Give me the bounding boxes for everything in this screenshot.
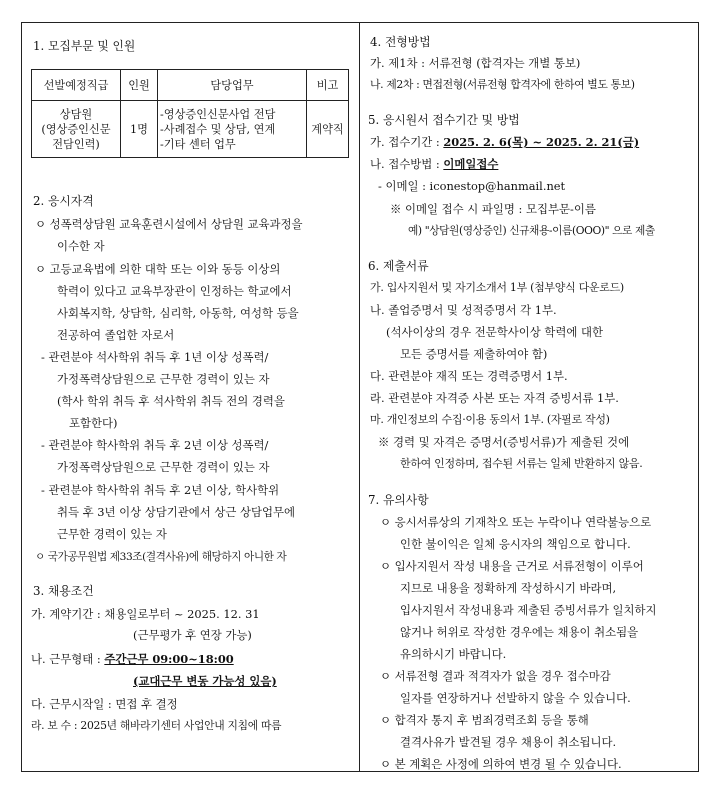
notice-line: ㅇ 서류전형 결과 적격자가 없을 경우 접수마감: [380, 669, 611, 683]
table-header-duty: 담당업무: [158, 70, 307, 101]
section-7-heading: 7. 유의사항: [368, 493, 429, 507]
table-header-note: 비고: [307, 70, 349, 101]
work-form-note: (교대근무 변동 가능성 있음): [133, 674, 277, 688]
work-form-value: 주간근무 09:00~18:00: [104, 652, 234, 666]
qualification-line: (학사 학위 취득 후 석사학위 취득 전의 경력을: [57, 394, 285, 408]
table-cell-note: 계약직: [307, 101, 349, 158]
document-line: 라. 관련분야 자격증 사본 또는 자격 증빙서류 1부.: [370, 391, 619, 405]
application-method-value: 이메일접수: [443, 157, 499, 171]
application-period: [370, 135, 639, 149]
contract-period: 가. 계약기간 : 채용일로부터 ~ 2025. 12. 31: [31, 607, 260, 621]
document-line: ※ 경력 및 자격은 증명서(증빙서류)가 제출된 것에: [378, 435, 630, 449]
qualification-line: - 관련분야 학사학위 취득 후 2년 이상, 학사학위: [41, 483, 280, 497]
notice-line: ㅇ 응시서류상의 기재착오 또는 누락이나 연락불능으로: [380, 515, 652, 529]
application-period-label: 가. 접수기간 :: [370, 135, 444, 149]
qualification-line: 학력이 있다고 교육부장관이 인정하는 학교에서: [57, 284, 292, 298]
table-cell-duty: [158, 101, 307, 158]
section-5-heading: 5. 응시원서 접수기간 및 방법: [368, 113, 520, 127]
work-form-label: 나. 근무형태 :: [31, 652, 105, 666]
document-line: 나. 졸업증명서 및 성적증명서 각 1부.: [370, 303, 557, 317]
notice-line: 않거나 허위로 작성한 경우에는 채용이 취소됨을: [400, 625, 639, 639]
file-name-example: 예) "상담원(영상증인) 신규채용-이름(OOO)" 으로 제출: [408, 224, 655, 237]
contact-email: - 이메일 : iconestop@hanmail.net: [378, 179, 566, 193]
table-header-count: 인원: [121, 70, 158, 101]
qualification-line: 사회복지학, 상담학, 심리학, 아동학, 여성학 등을: [57, 306, 299, 320]
document-line: 가. 입사지원서 및 자기소개서 1부 (첨부양식 다운로드): [370, 281, 624, 294]
contract-period-note: (근무평가 후 연장 가능): [133, 628, 252, 642]
notice-line: 지므로 내용을 정확하게 작성하시기 바라며,: [400, 581, 617, 595]
notice-line: 입사지원서 작성내용과 제출된 증빙서류가 일치하지: [400, 603, 657, 617]
document-line: 한하여 인정하며, 접수된 서류는 일체 반환하지 않음.: [400, 457, 643, 470]
qualification-line: - 관련분야 석사학위 취득 후 1년 이상 성폭력/: [41, 350, 269, 364]
grade-line: 상담원: [59, 107, 93, 121]
duty-line: -영상증인신문사업 전담: [160, 107, 276, 121]
notice-line: ㅇ 합격자 통지 후 범죄경력조회 등을 통해: [380, 713, 589, 727]
salary: 라. 보 수 : 2025년 해바라기센터 사업안내 지침에 따름: [31, 719, 282, 732]
qualification-line: 가정폭력상담원으로 근무한 경력이 있는 자: [57, 372, 270, 386]
document-line: 마. 개인정보의 수집·이용 동의서 1부. (자필로 작성): [370, 413, 610, 426]
section-2-heading: 2. 응시자격: [33, 194, 94, 208]
application-period-value: 2025. 2. 6(목) ~ 2025. 2. 21(금): [443, 135, 640, 149]
qualification-line: - 관련분야 학사학위 취득 후 2년 이상 성폭력/: [41, 438, 269, 452]
column-divider: [359, 22, 360, 772]
document-line: 다. 관련분야 재직 또는 경력증명서 1부.: [370, 369, 568, 383]
qualification-line: ㅇ 국가공무원법 제33조(결격사유)에 해당하지 아니한 자: [35, 551, 287, 563]
notice-line: 일자를 연장하거나 선발하지 않을 수 있습니다.: [400, 691, 631, 705]
duty-line: -기타 센터 업무: [160, 137, 236, 151]
duty-line: -사례접수 및 상담, 연계: [160, 122, 276, 136]
section-6-heading: 6. 제출서류: [368, 259, 429, 273]
table-row: [32, 101, 349, 158]
qualification-line: 가정폭력상담원으로 근무한 경력이 있는 자: [57, 460, 270, 474]
first-screening: 가. 제1차 : 서류전형 (합격자는 개별 통보): [370, 56, 581, 70]
section-4-heading: 4. 전형방법: [370, 35, 431, 49]
file-name-note: ※ 이메일 접수 시 파일명 : 모집부문-이름: [390, 202, 596, 216]
grade-line: 전담인력): [52, 137, 100, 151]
grade-line: (영상증인신문: [41, 122, 111, 136]
table-header-row: [32, 70, 349, 101]
notice-line: ㅇ 본 계획은 사정에 의하여 변경 될 수 있습니다.: [380, 757, 622, 771]
document-line: 모든 증명서를 제출하여야 함): [400, 347, 548, 361]
notice-line: 결격사유가 발견될 경우 채용이 취소됩니다.: [400, 735, 617, 749]
qualification-line: 이수한 자: [57, 239, 105, 253]
document-line: (석사이상의 경우 전문학사이상 학력에 대한: [386, 325, 603, 339]
section-1-heading: 1. 모집부문 및 인원: [33, 39, 136, 53]
qualification-line: 포함한다): [69, 416, 118, 430]
table-cell-count: 1명: [121, 101, 158, 158]
notice-line: 인한 불이익은 일체 응시자의 책임으로 합니다.: [400, 537, 631, 551]
qualification-line: 전공하여 졸업한 자로서: [57, 328, 175, 342]
qualification-line: ㅇ 고등교육법에 의한 대학 또는 이와 동등 이상의: [35, 262, 281, 276]
notice-line: ㅇ 입사지원서 작성 내용을 근거로 서류전형이 이루어: [380, 559, 644, 573]
second-screening: 나. 제2차 : 면접전형(서류전형 합격자에 한하여 별도 통보): [370, 78, 635, 91]
application-method: [370, 157, 498, 171]
table-cell-grade: [32, 101, 121, 158]
qualification-line: ㅇ 성폭력상담원 교육훈련시설에서 상담원 교육과정을: [35, 217, 303, 231]
application-method-label: 나. 접수방법 :: [370, 157, 444, 171]
start-date: 다. 근무시작일 : 면접 후 결정: [31, 697, 178, 711]
qualification-line: 근무한 경력이 있는 자: [57, 527, 167, 541]
qualification-line: 취득 후 3년 이상 상담기관에서 상근 상담업무에: [57, 505, 296, 519]
notice-line: 유의하시기 바랍니다.: [400, 647, 507, 661]
work-form: [31, 652, 234, 666]
section-3-heading: 3. 채용조건: [33, 584, 94, 598]
recruitment-table: [31, 69, 349, 158]
table-header-grade: 선발예정직급: [32, 70, 121, 101]
